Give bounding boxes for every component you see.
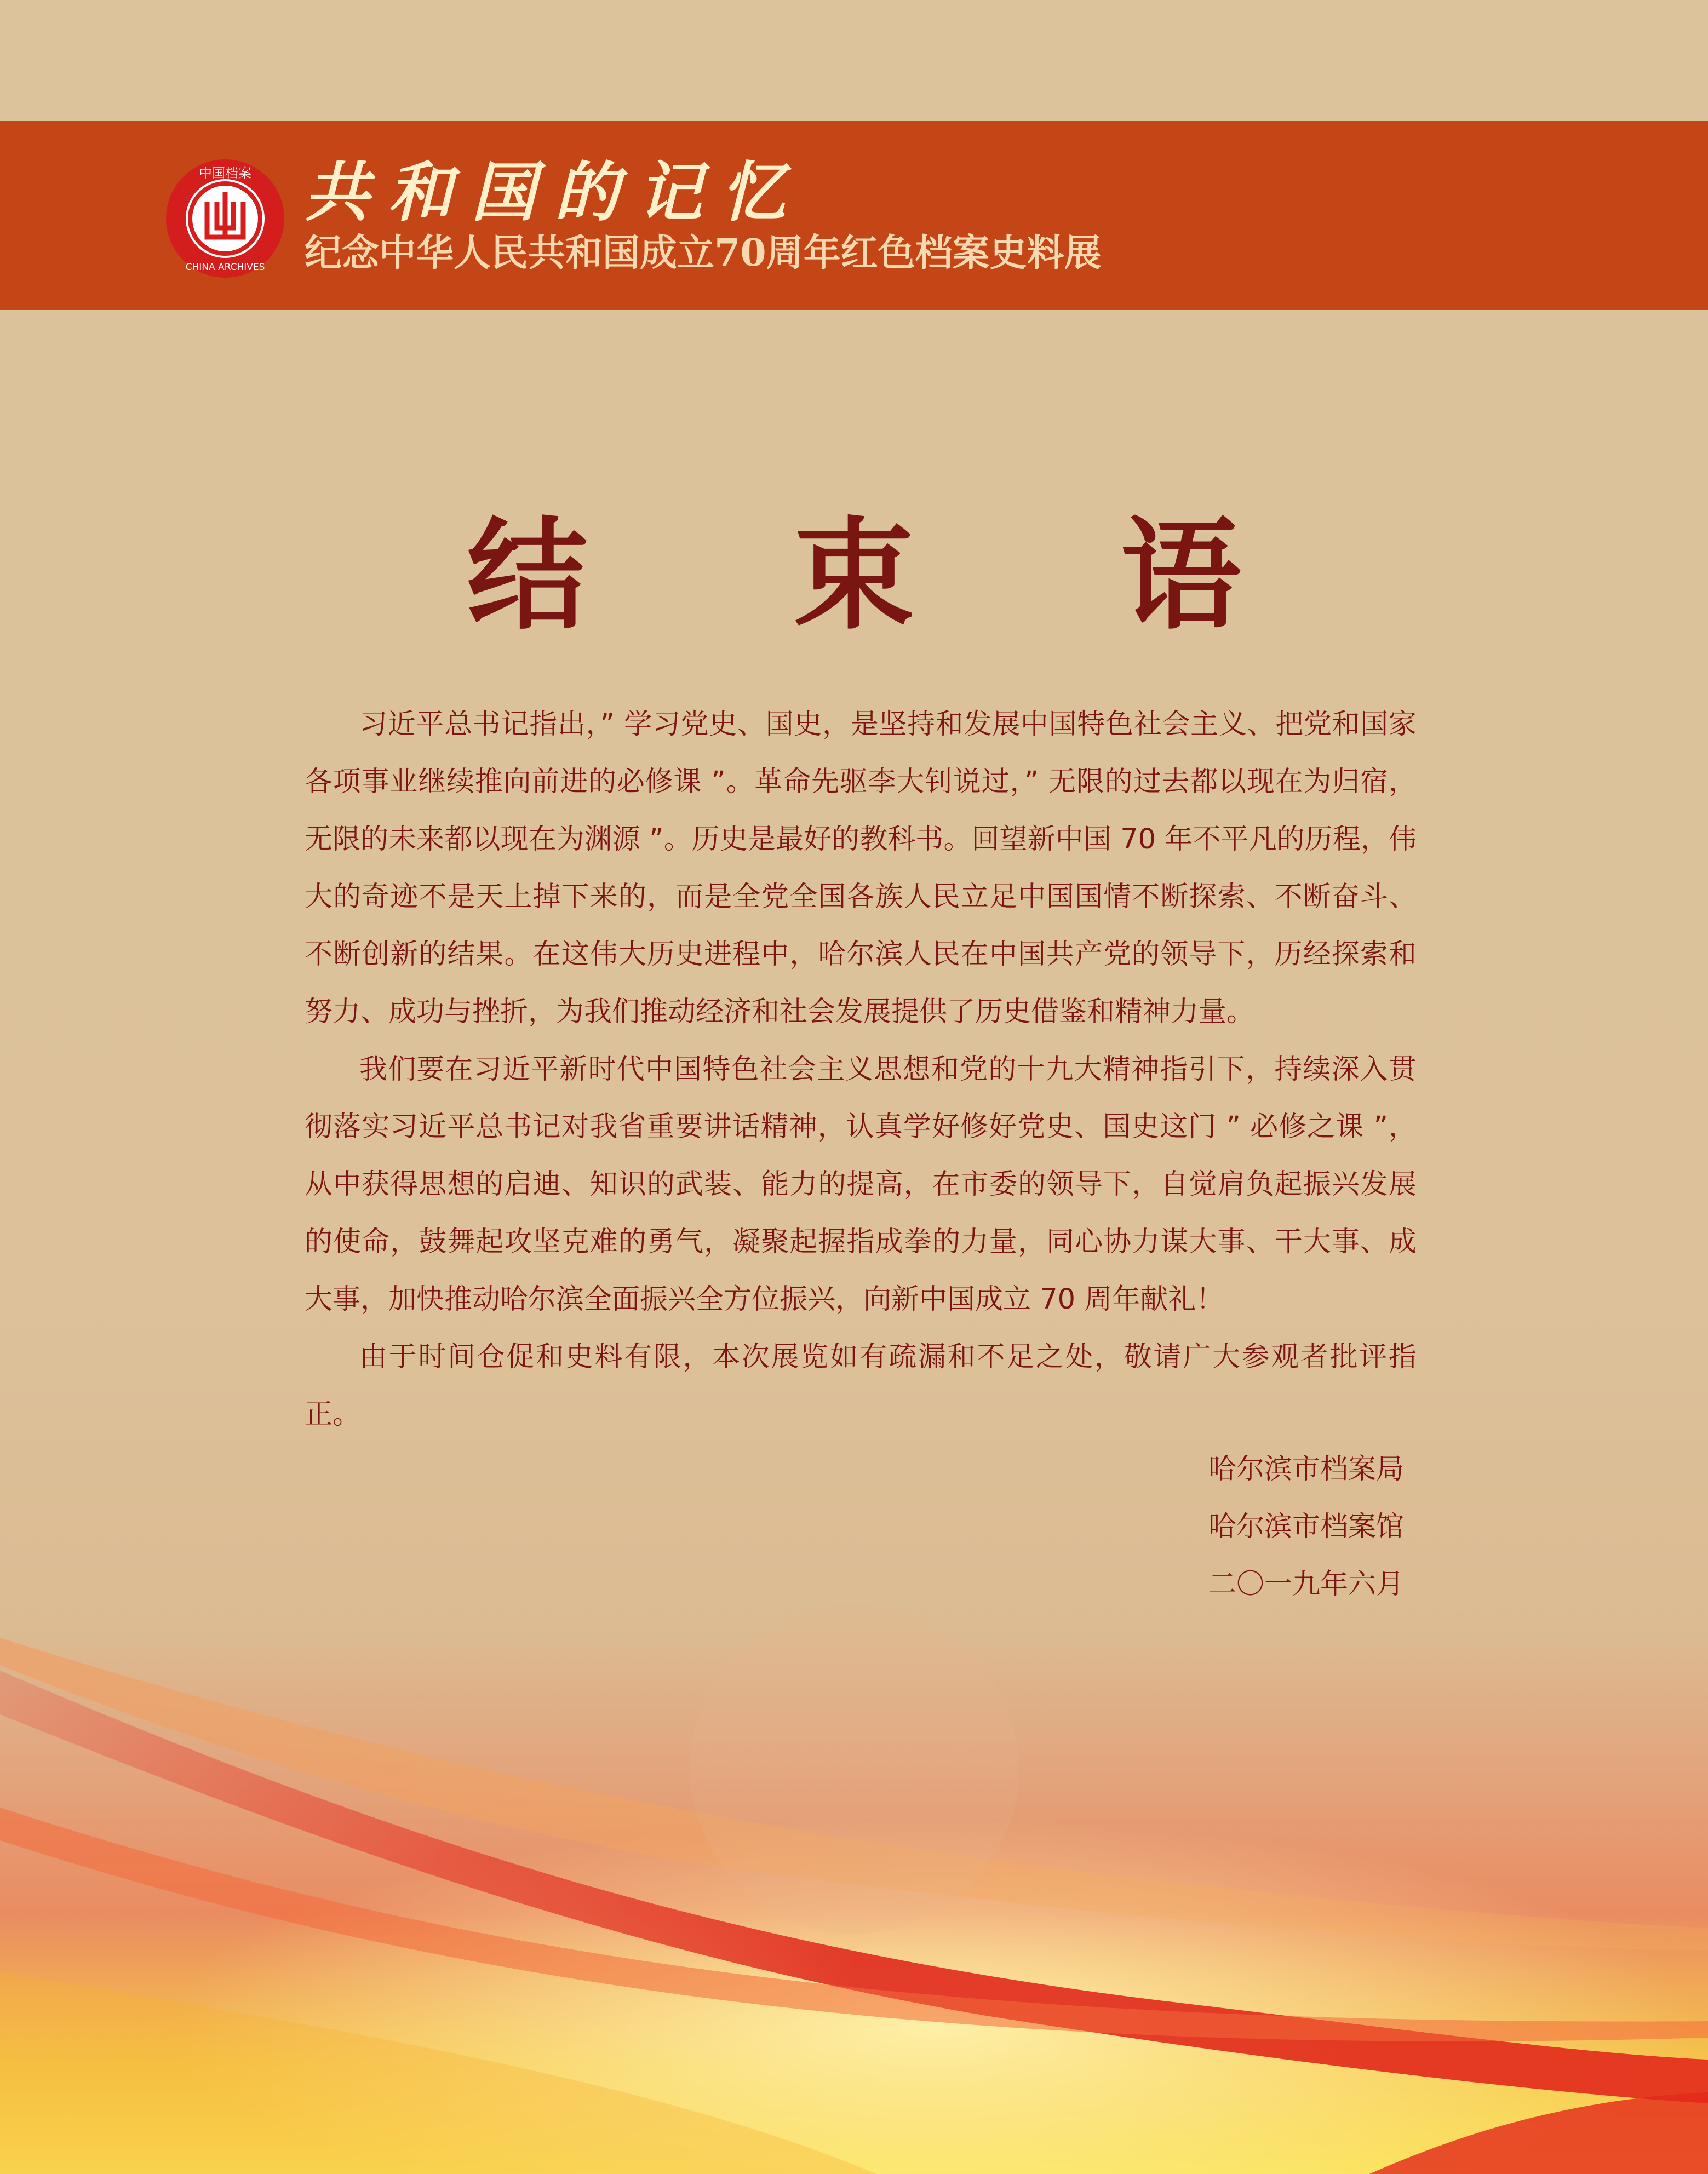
- exhibition-title: 共和国的记忆: [305, 154, 805, 230]
- signature-org-bureau: 哈尔滨市档案局: [1208, 1453, 1404, 1485]
- page-heading: 结 束 语: [467, 504, 1323, 646]
- seal-text-top: 中国档案: [199, 165, 251, 181]
- signature-org-archive: 哈尔滨市档案馆: [1208, 1511, 1404, 1543]
- signature-block: [1208, 1441, 1404, 1613]
- paragraph-1: 习近平总书记指出，” 学习党史、国史，是坚持和发展中国特色社会主义、把党和国家各项事业继续推向前进的必修课 ”。革命先驱李大钊说过，” 无限的过去都以现在为归宿，无限的未来都以现在为渊源 ”。历史是最好的教科书。回望新中国 70 年不平凡的历程，伟大的奇迹不是天上掉下来的，而是全党全国各族人民立足中国国情不断探索、不断奋斗、不断创新的结果。在这伟大历史进程中，哈尔滨人民在中国共产党的领导下，历经探索和努力、成功与挫折，为我们推动经济和社会发展提供了历史借鉴和精神力量。: [305, 708, 1417, 1028]
- paragraph-2: 我们要在习近平新时代中国特色社会主义思想和党的十九大精神指引下，持续深入贯彻落实习近平总书记对我省重要讲话精神，认真学好修好党史、国史这门 ” 必修之课 ”，从中获得思想的启迪、知识的武装、能力的提高，在市委的领导下，自觉肩负起振兴发展的使命，鼓舞起攻坚克难的勇气，凝聚起握指成拳的力量，同心协力谋大事、干大事、成大事，加快推动哈尔滨全面振兴全方位振兴，向新中国成立 70 周年献礼！: [305, 1053, 1417, 1316]
- signature-date: 二〇一九年六月: [1208, 1568, 1404, 1601]
- china-archives-seal-icon: [164, 158, 286, 279]
- seal-text-bottom: CHINA ARCHIVES: [185, 262, 265, 273]
- exhibition-subtitle: 纪念中华人民共和国成立70周年红色档案史料展: [305, 231, 1102, 275]
- closing-remarks-body: [305, 696, 1417, 1443]
- paragraph-3: 由于时间仓促和史料有限，本次展览如有疏漏和不足之处，敬请广大参观者批评指正。: [305, 1341, 1417, 1431]
